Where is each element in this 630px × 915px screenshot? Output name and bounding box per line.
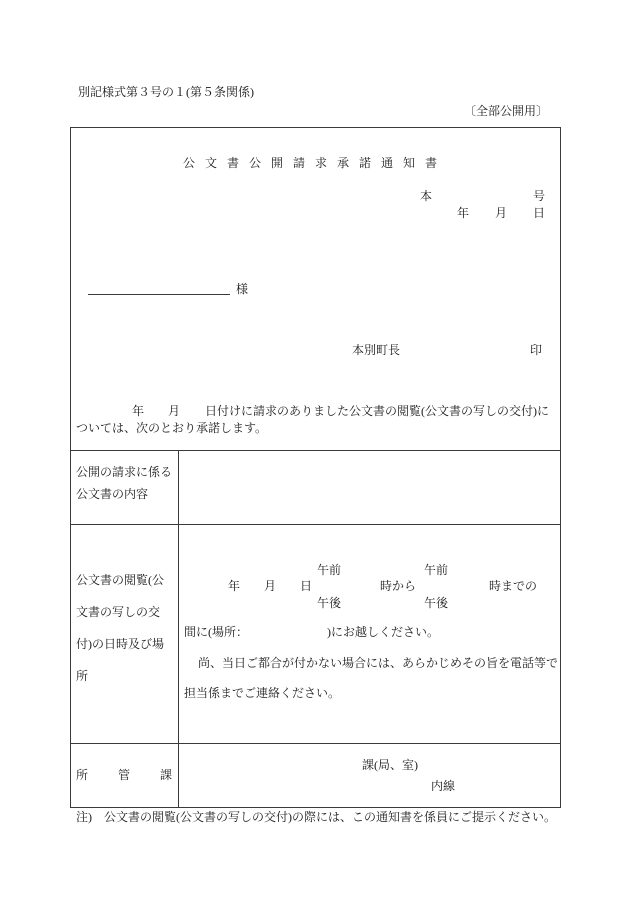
body-year-label: 年 (132, 404, 145, 418)
viewing-year-label: 年 (228, 579, 241, 593)
row-divider (70, 743, 561, 744)
viewing-from-label: 時から (380, 579, 417, 593)
contact-note-line2: 担当係までご連絡ください。 (184, 686, 341, 700)
footer-note: 注) 公文書の閲覧(公文書の写しの交付)の際には、この通知書を係員にご提示ください。 (76, 810, 556, 824)
department-extension-label: 内線 (431, 779, 456, 793)
usage-label: 〔全部公開用〕 (463, 104, 548, 118)
table-border-bottom (70, 807, 561, 808)
form-number: 別記様式第３号の１(第５条関係) (78, 85, 254, 99)
viewing-label-line3: 付)の日時及び場 (76, 637, 164, 651)
place-close-text: )にお越しください。 (327, 625, 439, 639)
body-month-label: 月 (168, 404, 181, 418)
row-divider (70, 450, 561, 451)
table-border-right (560, 127, 561, 808)
sender-name: 本別町長 (352, 343, 401, 357)
number-prefix: 本 (420, 189, 433, 203)
contact-note-line1: 尚、当日ご都合が付かない場合には、あらかじめその旨を電話等で (198, 656, 559, 670)
addressee-blank-line (88, 294, 230, 295)
number-suffix: 号 (533, 189, 546, 203)
body-text-line1: 日付けに請求のありました公文書の閲覧(公文書の写しの交付)に (205, 404, 549, 418)
date-year-label: 年 (457, 206, 470, 220)
row-divider (70, 524, 561, 525)
addressee-suffix: 様 (236, 282, 249, 296)
start-pm-label: 午後 (317, 596, 342, 610)
end-am-label: 午前 (424, 563, 449, 577)
page-title: 公文書公開請求承諾通知書 (183, 156, 448, 170)
date-month-label: 月 (495, 206, 508, 220)
start-am-label: 午前 (317, 563, 342, 577)
body-text-line2: ついては、次のとおり承諾します。 (76, 421, 268, 435)
table-border-left (70, 127, 71, 808)
viewing-label-line4: 所 (76, 669, 89, 683)
seal-mark: 印 (530, 343, 543, 357)
viewing-label-line2: 文書の写しの交 (76, 605, 161, 619)
request-content-label-line2: 公文書の内容 (76, 487, 149, 501)
date-day-label: 日 (533, 206, 546, 220)
department-label: 所管課 (76, 768, 203, 782)
end-pm-label: 午後 (424, 596, 449, 610)
table-border-top (70, 127, 561, 128)
department-section-label: 課(局、室) (362, 758, 418, 772)
viewing-until-label: 時までの (489, 579, 538, 593)
viewing-month-label: 月 (264, 579, 277, 593)
column-divider (178, 450, 179, 808)
place-open-text: 間に(場所： (184, 625, 248, 639)
viewing-day-label: 日 (300, 579, 313, 593)
request-content-label-line1: 公開の請求に係る (76, 465, 173, 479)
viewing-label-line1: 公文書の閲覧(公 (76, 573, 164, 587)
